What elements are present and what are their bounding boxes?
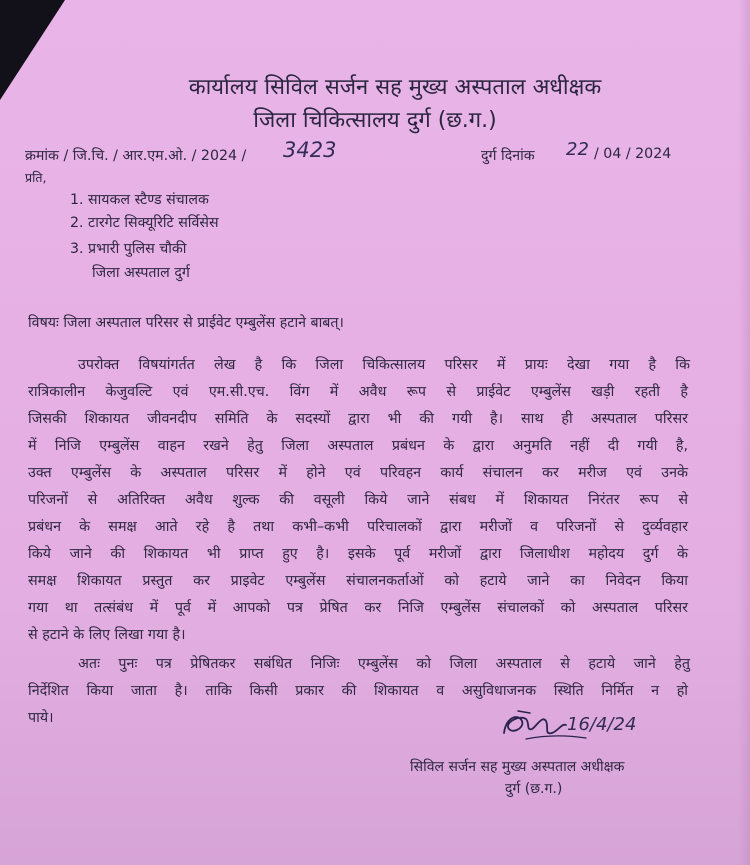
signatory-title: सिविल सर्जन सह मुख्य अस्पताल अधीक्षक: [410, 759, 625, 775]
recipient-3-address: जिला अस्पताल दुर्ग: [92, 265, 190, 281]
paragraph-1-line-3: जिसकी शिकायत जीवनदीप समिति के सदस्यों द्वारा भी की गयी है। साथ ही अस्पताल परिसर: [28, 411, 688, 427]
signatory-place: दुर्ग (छ.ग.): [505, 781, 563, 797]
reference-prefix: क्रमांक / जि.चि. / आर.एम.ओ. / 2024 /: [25, 148, 247, 164]
paragraph-1-line-7: प्रबंधन के समक्ष आते रहे है तथा कभी–कभी परिचालकों द्वारा मरीजों व परिजनों से दुर्व्यवहार: [28, 519, 688, 535]
paragraph-2-line-2: निर्देशित किया जाता है। ताकि किसी प्रकार की शिकायत व असुविधाजनक स्थिति निर्मित न हो: [28, 683, 688, 699]
date-label: दुर्ग दिनांक: [481, 148, 535, 164]
recipient-1: 1. सायकल स्टैण्ड संचालक: [70, 192, 209, 208]
paragraph-1-line-4: में निजि एम्बुलेंस वाहन रखने हेतु जिला अस्पताल प्रबंधन के द्वारा अनुमति नहीं दी गयी है,: [28, 438, 688, 454]
paragraph-1-line-6: परिजनों से अतिरिक्त अवैध शुल्क की वसूली किये जाने संबध में शिकायत निरंतर रूप से: [28, 492, 688, 508]
recipient-3: 3. प्रभारी पुलिस चौकी: [70, 241, 187, 257]
paragraph-1-line-8: किये जाने की शिकायत भी प्राप्त हुए है। इसके पूर्व मरीजों द्वारा जिलाधीश महोदय दुर्ग के: [28, 546, 688, 562]
paragraph-1-line-9: समक्ष शिकायत प्रस्तुत कर प्राइवेट एम्बुलेंस संचालनकर्ताओं को हटाये जाने का निवेदन किया: [28, 573, 688, 589]
paragraph-1-line-2: रात्रिकालीन केजुवल्टि एवं एम.सी.एच. विंग में अवैध रूप से प्राईवेट एम्बुलेंस खड़ी रहती है: [28, 384, 688, 400]
date-day-handwritten: 22: [566, 139, 589, 160]
to-label: प्रति,: [25, 170, 47, 185]
office-subtitle: जिला चिकित्सालय दुर्ग (छ.ग.): [253, 108, 497, 133]
reference-number-handwritten: 3423: [283, 138, 337, 162]
paragraph-1-line-10: गया था तत्संबंध में पूर्व में आपको पत्र प्रेषित कर निजि एम्बुलेंस संचालकों को अस्पताल परिसर: [28, 600, 688, 616]
subject-line: विषयः जिला अस्पताल परिसर से प्राईवेट एम्बुलेंस हटाने बाबत्।: [28, 315, 344, 331]
paragraph-2-line-3: पाये।: [28, 710, 54, 726]
recipient-2: 2. टारगेट सिक्यूरिटि सर्विसेस: [70, 215, 219, 231]
paragraph-1-line-1: उपरोक्त विषयांगर्तत लेख है कि जिला चिकित्सालय परिसर में प्रायः देखा गया है कि: [78, 357, 690, 373]
paragraph-1-line-5: उक्त एम्बुलेंस के अस्पताल परिसर में होने एवं परिवहन कार्य संचालन कर मरीज एवं उनके: [28, 465, 688, 481]
paragraph-1-line-11: से हटाने के लिए लिखा गया है।: [28, 627, 186, 643]
signature-date-handwritten: 16/4/24: [567, 714, 637, 735]
date-month-year: / 04 / 2024: [594, 146, 672, 162]
paragraph-2-line-1: अतः पुनः पत्र प्रेषितकर सबंधित निजिः एम्बुलेंस को जिला अस्पताल से हटाये जाने हेतु: [78, 656, 690, 672]
office-title: कार्यालय सिविल सर्जन सह मुख्य अस्पताल अधीक्षक: [188, 75, 602, 100]
